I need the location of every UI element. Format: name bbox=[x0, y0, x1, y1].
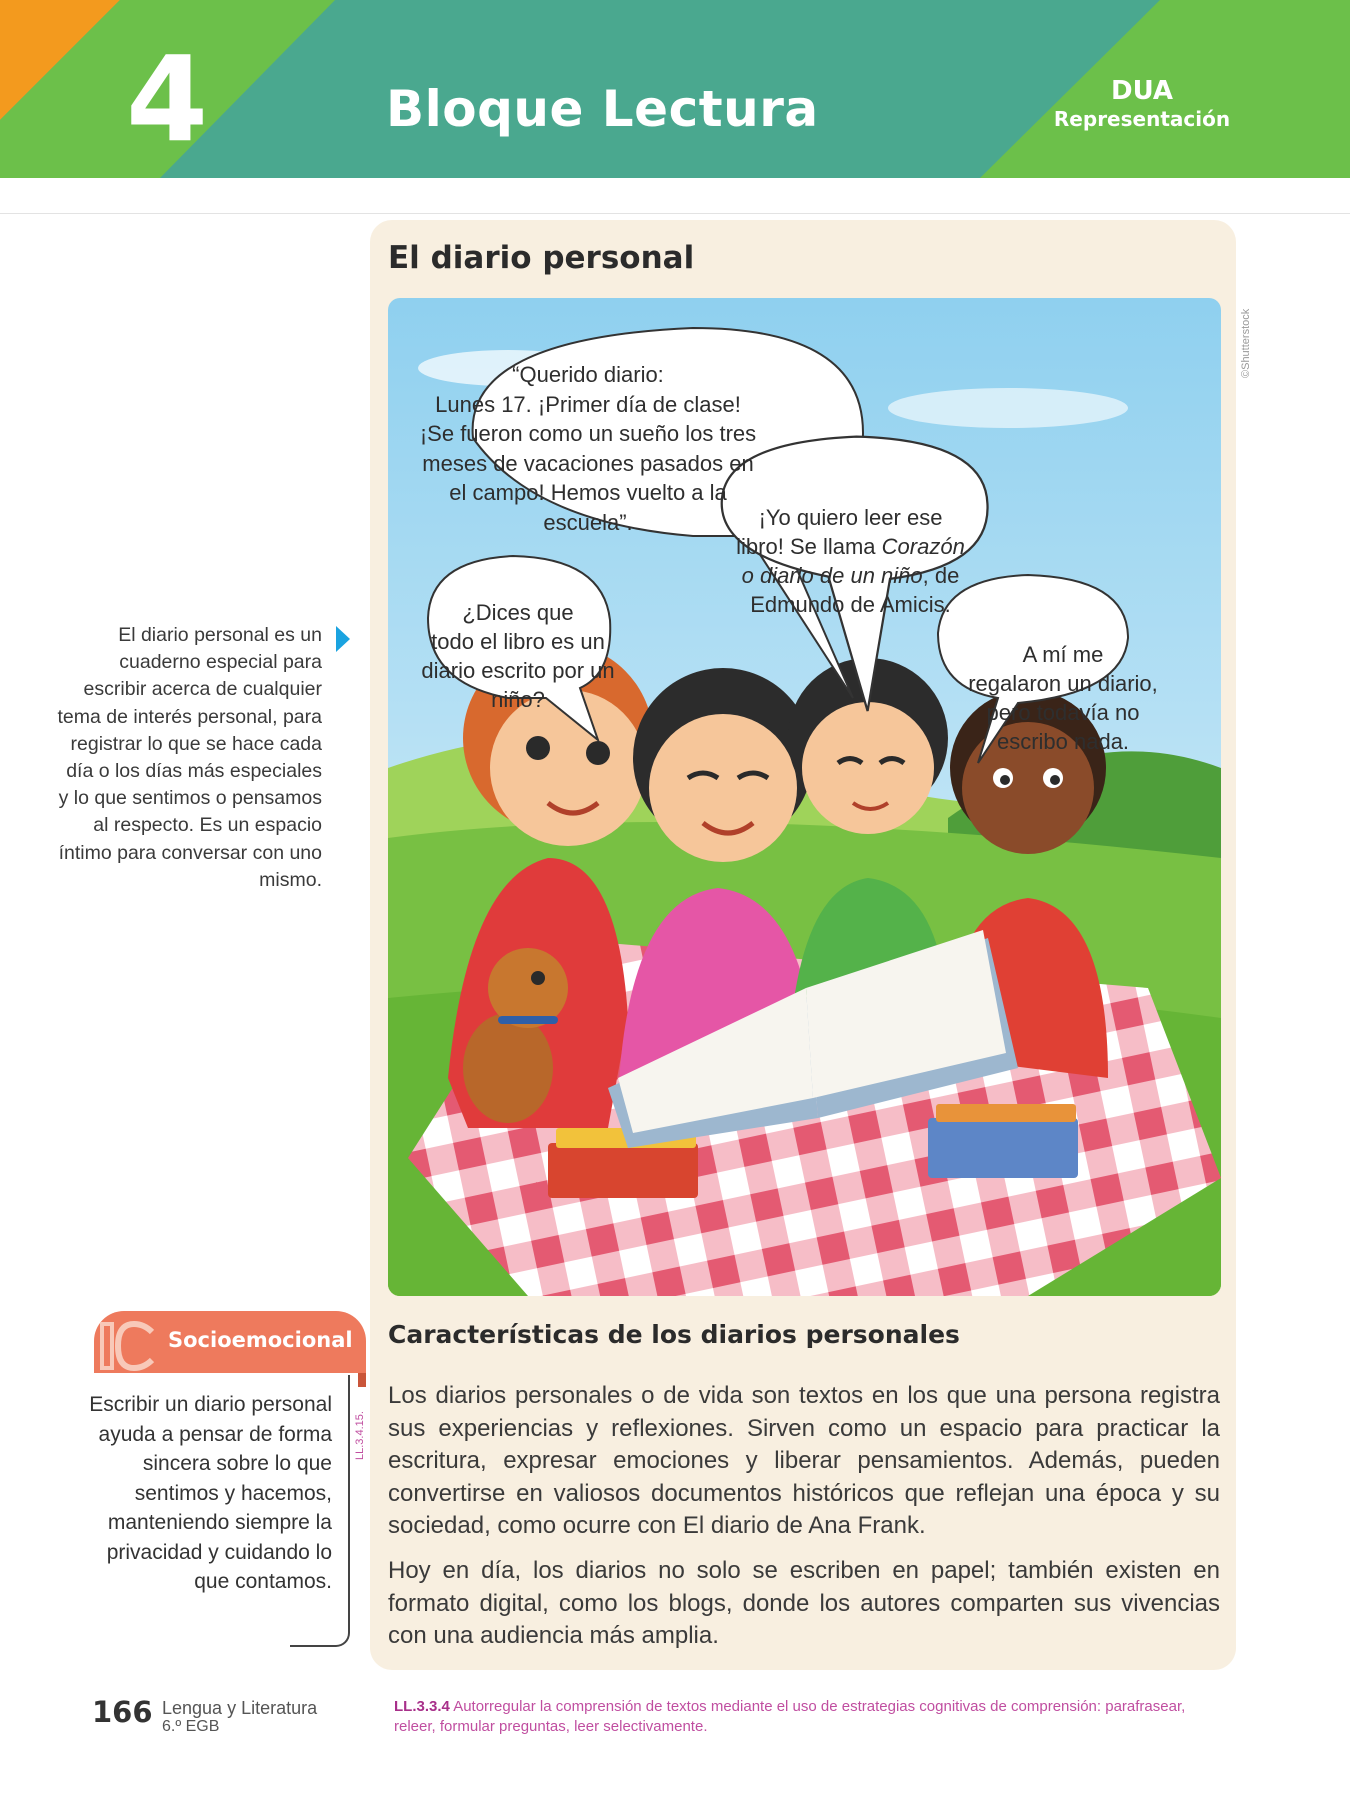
skill-code: LL.3.3.4 bbox=[394, 1698, 450, 1715]
skill-criterion bbox=[394, 1697, 1194, 1737]
socioemocional-border bbox=[290, 1375, 350, 1647]
characteristics-paragraph-2: Hoy en día, los diarios no solo se escriben en papel; también existen en formato digital, como los blogs, donde los autores comparten sus vivencias con una audiencia más amplia. bbox=[388, 1557, 1220, 1649]
skill-text: Autorregular la comprensión de textos mediante el uso de estrategias cognitivas de comprensión: parafrasear, releer, formular preguntas, leer selectivamente. bbox=[394, 1698, 1186, 1735]
bubble-line: escribo nada. bbox=[996, 729, 1130, 754]
socioemocional-code: LL.3.4.15. bbox=[354, 1411, 366, 1460]
bubble-line: Edmundo de Amicis. bbox=[750, 592, 951, 617]
dua-label: DUA bbox=[1110, 76, 1174, 106]
bubble-line: niño? bbox=[491, 687, 545, 712]
side-note-definition: El diario personal es un cuaderno especial para escribir acerca de cualquier tema de interés personal, para registrar lo que se hace cada día o los días más especiales y lo que sentimos o pensamos al respecto. Es un espacio íntimo para conversar con uno mismo. bbox=[57, 624, 322, 891]
grade-label: 6.º EGB bbox=[162, 1718, 220, 1735]
book-title-part: o diario de un niño bbox=[741, 563, 923, 588]
bubble-line bbox=[718, 532, 983, 561]
bubble-a-mi-me bbox=[963, 640, 1163, 756]
tab-fold bbox=[358, 1373, 366, 1387]
page-number: 166 bbox=[92, 1695, 153, 1729]
children-reading-illustration bbox=[388, 298, 1221, 1296]
bubble-line: ¿Dices que bbox=[462, 600, 574, 625]
bubble-line: todo el libro es un bbox=[431, 629, 605, 654]
section-title: El diario personal bbox=[388, 240, 695, 276]
dua-badge bbox=[1042, 76, 1242, 132]
bubble-line: meses de vacaciones pasados en bbox=[422, 450, 754, 476]
bubble-line: Lunes 17. ¡Primer día de clase! bbox=[435, 391, 741, 417]
bubble-text-plain: , de bbox=[922, 563, 960, 588]
socioemocional-icon bbox=[96, 1318, 158, 1374]
header-divider bbox=[0, 213, 1350, 214]
bubble-line: “Querido diario: bbox=[512, 362, 664, 387]
socioemocional-text: Escribir un diario personal ayuda a pensar de forma sincera sobre lo que sentimos y hacemos, manteniendo siempre la privacidad y cuidando lo que contamos. bbox=[89, 1393, 332, 1593]
socioemocional-label: Socioemocional bbox=[168, 1328, 353, 1352]
bubble-line: pero todavía no bbox=[986, 700, 1140, 725]
characteristics-title: Características de los diarios personales bbox=[388, 1320, 960, 1349]
bubble-corazon bbox=[718, 503, 983, 619]
arrow-right-icon bbox=[336, 626, 350, 652]
bubble-dices-que bbox=[408, 598, 628, 714]
bubble-line: A mí me bbox=[1022, 642, 1104, 667]
unit-number: 4 bbox=[126, 30, 209, 168]
book-title-part: Corazón bbox=[881, 534, 965, 559]
bubble-text-plain: libro! Se llama bbox=[736, 534, 882, 559]
bubble-line bbox=[718, 561, 983, 590]
bubble-line: el campo! Hemos vuelto a la bbox=[449, 480, 727, 505]
bubble-line: diario escrito por un bbox=[421, 658, 615, 683]
block-title: Bloque Lectura bbox=[386, 80, 819, 138]
bubble-line: ¡Se fueron como un sueño los tres bbox=[419, 421, 757, 446]
book-title: Lengua y Literatura bbox=[162, 1698, 318, 1718]
image-credit: ©Shutterstock bbox=[1240, 308, 1252, 378]
bubble-line: escuela”. bbox=[543, 509, 633, 535]
dua-subtitle: Representación bbox=[1053, 107, 1231, 131]
page-header bbox=[0, 0, 1350, 178]
bubble-line: ¡Yo quiero leer ese bbox=[758, 505, 943, 530]
characteristics-paragraph-1: Los diarios personales o de vida son textos en los que una persona registra sus experiencias y reflexiones. Sirven como un espacio para practicar la escritura, expresar emociones y liberar pensamientos. Además, pueden convertirse en valiosos documentos históricos que reflejan una época y su sociedad, como ocurre con El diario de Ana Frank. bbox=[388, 1382, 1220, 1539]
bubble-line: regalaron un diario, bbox=[968, 671, 1158, 696]
